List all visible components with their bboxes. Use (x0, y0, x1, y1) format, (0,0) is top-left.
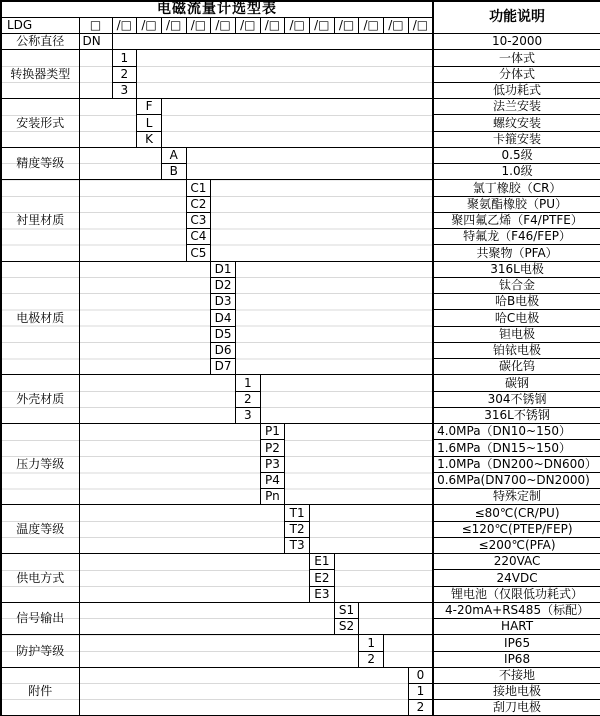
section-label: 公称直径 (1, 34, 79, 50)
function-cell: ≤200℃(PFA) (433, 537, 600, 553)
function-cell: 钛合金 (433, 277, 600, 293)
blank-cell (79, 602, 334, 635)
function-cell: 316L不锈钢 (433, 407, 600, 423)
code-cell: E2 (310, 570, 335, 586)
table-row (1, 635, 600, 651)
function-cell: 低功耗式 (433, 82, 600, 98)
section-label: 电极材质 (1, 261, 79, 375)
function-cell: 24VDC (433, 570, 600, 586)
code-cell: T1 (285, 505, 310, 521)
table-row (1, 261, 600, 277)
code-cell: 1 (359, 635, 384, 651)
function-cell: 接地电极 (433, 684, 600, 700)
code-cell: K (137, 131, 162, 147)
section-label: 转换器类型 (1, 50, 79, 99)
table-row (1, 375, 600, 391)
function-cell: 碳化钨 (433, 359, 600, 375)
blank-cell (161, 99, 433, 148)
function-cell: 10-2000 (433, 34, 600, 50)
code-cell: C5 (186, 245, 211, 261)
code-cell: 3 (112, 82, 137, 98)
code-cell: T2 (285, 521, 310, 537)
code-cell: Pn (260, 489, 285, 505)
section-label: 温度等级 (1, 505, 79, 554)
table-row (1, 50, 600, 66)
code-cell: D6 (211, 342, 236, 358)
model-slot-box: /□ (408, 17, 433, 33)
blank-cell (334, 554, 433, 603)
function-cell: ≤80℃(CR/PU) (433, 505, 600, 521)
code-cell: C3 (186, 212, 211, 228)
code-cell: P2 (260, 440, 285, 456)
code-cell: D2 (211, 277, 236, 293)
function-cell: 螺纹安装 (433, 115, 600, 131)
code-cell: P1 (260, 424, 285, 440)
function-cell: 共聚物（PFA） (433, 245, 600, 261)
model-slot-box: /□ (334, 17, 359, 33)
blank-cell (310, 505, 434, 554)
model-slot-box: /□ (235, 17, 260, 33)
table-row (1, 505, 600, 521)
code-cell: D7 (211, 359, 236, 375)
table-row (1, 147, 600, 163)
blank-cell (211, 180, 433, 261)
function-cell: 锂电池（仅限低功耗式） (433, 586, 600, 602)
blank-cell (79, 424, 260, 505)
function-cell: 1.6MPa（DN15~150） (433, 440, 600, 456)
table-row (1, 99, 600, 115)
code-cell: C2 (186, 196, 211, 212)
model-slot-box: /□ (186, 17, 211, 33)
model-slot-box: /□ (359, 17, 384, 33)
function-cell: 特殊定制 (433, 489, 600, 505)
code-cell: S2 (334, 619, 359, 635)
code-cell: C4 (186, 229, 211, 245)
model-slot-box: □ (79, 17, 112, 33)
function-cell: 聚氨酯橡胶（PU） (433, 196, 600, 212)
section-label: 精度等级 (1, 147, 79, 180)
section-label: 附件 (1, 667, 79, 716)
function-cell: 氯丁橡胶（CR） (433, 180, 600, 196)
code-cell: L (137, 115, 162, 131)
function-cell: 一体式 (433, 50, 600, 66)
function-cell: 4-20mA+RS485（标配） (433, 602, 600, 618)
model-slot-box: /□ (260, 17, 285, 33)
function-cell: 哈C电极 (433, 310, 600, 326)
model-slot-box: /□ (310, 17, 335, 33)
code-cell: B (161, 164, 186, 180)
section-label: 外壳材质 (1, 375, 79, 424)
section-label: 供电方式 (1, 554, 79, 603)
code-cell: P3 (260, 456, 285, 472)
function-cell: 0.5级 (433, 147, 600, 163)
function-column-header: 功能说明 (433, 1, 600, 34)
blank-cell (260, 375, 433, 424)
model-slot-box: /□ (211, 17, 236, 33)
code-cell: D5 (211, 326, 236, 342)
table-row (1, 667, 600, 683)
code-cell: 2 (408, 700, 433, 716)
section-label: 信号输出 (1, 602, 79, 635)
function-cell: ≤120℃(PTEP/FEP) (433, 521, 600, 537)
code-cell: F (137, 99, 162, 115)
model-slot-box: /□ (285, 17, 310, 33)
blank-cell (137, 50, 433, 99)
table-row (1, 602, 600, 618)
model-slot-box: /□ (161, 17, 186, 33)
function-cell: 聚四氟乙烯（F4/PTFE） (433, 212, 600, 228)
section-label: 衬里材质 (1, 180, 79, 261)
function-cell: 不接地 (433, 667, 600, 683)
blank-cell (285, 424, 433, 505)
function-cell: IP68 (433, 651, 600, 667)
code-cell: 1 (235, 375, 260, 391)
page-title: 电磁流量计选型表 (1, 1, 433, 17)
code-cell: 2 (359, 651, 384, 667)
function-cell: 220VAC (433, 554, 600, 570)
blank-cell (186, 147, 433, 180)
title-row (1, 1, 600, 17)
function-cell: 1.0级 (433, 164, 600, 180)
section-label: 压力等级 (1, 424, 79, 505)
function-cell: 钽电极 (433, 326, 600, 342)
function-cell: 4.0MPa（DN10~150） (433, 424, 600, 440)
function-cell: 碳钢 (433, 375, 600, 391)
blank-cell (359, 602, 433, 635)
table-row (1, 554, 600, 570)
code-cell: T3 (285, 537, 310, 553)
model-slot-box: /□ (137, 17, 162, 33)
section-label: 安装形式 (1, 99, 79, 148)
code-cell: P4 (260, 472, 285, 488)
model-slot-box: /□ (384, 17, 409, 33)
code-cell: 1 (408, 684, 433, 700)
function-cell: 哈B电极 (433, 294, 600, 310)
function-cell: 特氟龙（F46/FEP） (433, 229, 600, 245)
function-cell: 304不锈钢 (433, 391, 600, 407)
function-cell: 0.6MPa(DN700~DN2000) (433, 472, 600, 488)
function-cell: 法兰安装 (433, 99, 600, 115)
code-cell: 2 (235, 391, 260, 407)
function-cell: 刮刀电极 (433, 700, 600, 716)
blank-cell (112, 34, 433, 50)
code-cell: C1 (186, 180, 211, 196)
code-cell: A (161, 147, 186, 163)
blank-cell (235, 261, 433, 375)
blank-cell (79, 261, 211, 375)
code-cell: E1 (310, 554, 335, 570)
code-cell: S1 (334, 602, 359, 618)
model-slot-box: /□ (112, 17, 137, 33)
blank-cell (79, 635, 359, 668)
table-row (1, 180, 600, 196)
function-cell: 1.0MPa（DN200~DN600） (433, 456, 600, 472)
code-cell: 0 (408, 667, 433, 683)
code-cell: 2 (112, 66, 137, 82)
code-cell: D3 (211, 294, 236, 310)
blank-cell (79, 147, 161, 180)
model-prefix-label: LDG (1, 17, 79, 33)
code-cell: 3 (235, 407, 260, 423)
blank-cell (79, 180, 186, 261)
code-cell: DN (79, 34, 112, 50)
code-cell: 1 (112, 50, 137, 66)
function-cell: 铂铱电极 (433, 342, 600, 358)
table-row (1, 424, 600, 440)
code-cell: E3 (310, 586, 335, 602)
function-cell: 分体式 (433, 66, 600, 82)
code-cell: D1 (211, 261, 236, 277)
blank-cell (79, 505, 285, 554)
function-cell: 316L电极 (433, 261, 600, 277)
code-cell: D4 (211, 310, 236, 326)
function-cell: HART (433, 619, 600, 635)
blank-cell (384, 635, 434, 668)
blank-cell (79, 50, 112, 99)
function-cell: 卡箍安装 (433, 131, 600, 147)
blank-cell (79, 375, 235, 424)
table-row (1, 34, 600, 50)
blank-cell (79, 99, 137, 148)
blank-cell (79, 554, 310, 603)
blank-cell (79, 667, 408, 716)
function-cell: IP65 (433, 635, 600, 651)
section-label: 防护等级 (1, 635, 79, 668)
